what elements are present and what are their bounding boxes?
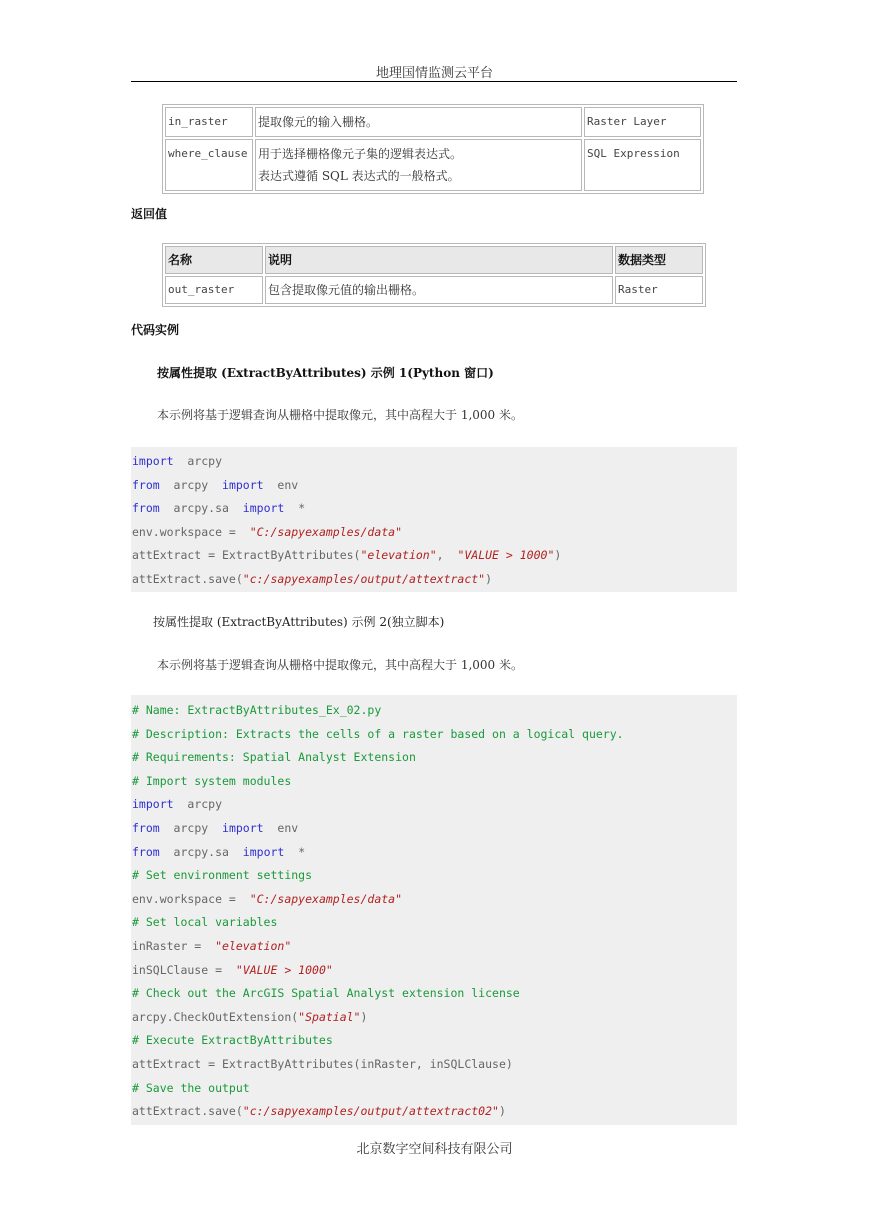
code-line: attExtract.save("c:/sapyexamples/output/attextract"): [132, 571, 493, 586]
param-name: where_clause: [165, 139, 253, 191]
code-line: attExtract = ExtractByAttributes("elevation", "VALUE > 1000"): [132, 548, 562, 563]
header-divider: [131, 81, 737, 82]
code-comment-line: # Name: ExtractByAttributes_Ex_02.py: [132, 703, 382, 717]
code-line: from arcpy.sa import *: [132, 501, 306, 516]
code-comment-line: # Import system modules: [132, 773, 292, 788]
param-type: Raster Layer: [584, 107, 701, 137]
param-name: in_raster: [165, 107, 253, 137]
code-comment-line: # Check out the ArcGIS Spatial Analyst extension license: [132, 986, 520, 1001]
code-line: attExtract.save("c:/sapyexamples/output/attextract02"): [132, 1104, 506, 1119]
code-line: env.workspace = "C:/sapyexamples/data": [132, 524, 403, 539]
code-line: import arcpy: [132, 797, 223, 812]
code-comment-line: # Set local variables: [132, 915, 278, 930]
table-row: [165, 139, 701, 191]
param-description-line: 提取像元的输入栅格。: [258, 115, 379, 129]
table-header-row: [165, 246, 703, 274]
code-line: from arcpy import env: [132, 477, 299, 492]
code-line: from arcpy.sa import *: [132, 844, 306, 859]
param-description: [255, 107, 582, 137]
code-comment-line: # Execute ExtractByAttributes: [132, 1033, 333, 1048]
param-type: SQL Expression: [584, 139, 701, 191]
return-value-heading: 返回值: [131, 207, 168, 221]
column-header: 名称: [165, 246, 263, 274]
example-1-description: 本示例将基于逻辑查询从栅格中提取像元，其中高程大于 1,000 米。: [157, 408, 523, 422]
parameters-table: [162, 104, 704, 194]
code-line: env.workspace = "C:/sapyexamples/data": [132, 891, 403, 906]
code-line: inSQLClause = "VALUE > 1000": [132, 962, 333, 977]
example-2-description: 本示例将基于逻辑查询从栅格中提取像元，其中高程大于 1,000 米。: [157, 658, 523, 672]
code-comment-line: # Set environment settings: [132, 868, 313, 883]
example-2-title: 按属性提取 (ExtractByAttributes) 示例 2(独立脚本): [153, 615, 445, 629]
return-type: Raster: [615, 276, 703, 304]
code-line: inRaster = "elevation": [132, 938, 292, 953]
table-row: [165, 107, 701, 137]
code-examples-heading: 代码实例: [131, 323, 180, 337]
code-block-1: [131, 447, 737, 592]
return-table: [162, 243, 706, 307]
return-description: 包含提取像元值的输出栅格。: [265, 276, 613, 304]
code-line: from arcpy import env: [132, 820, 299, 835]
column-header: 数据类型: [615, 246, 703, 274]
code-line: arcpy.CheckOutExtension("Spatial"): [132, 1009, 368, 1024]
param-description-line: 用于选择栅格像元子集的逻辑表达式。: [258, 147, 463, 161]
table-row: [165, 276, 703, 304]
example-1-title: 按属性提取 (ExtractByAttributes) 示例 1(Python 窗口): [157, 366, 494, 380]
page-footer-company: 北京数字空间科技有限公司: [356, 1142, 513, 1157]
code-line: attExtract = ExtractByAttributes(inRaster, inSQLClause): [132, 1056, 513, 1071]
page-header-title: 地理国情监测云平台: [375, 66, 493, 81]
return-name: out_raster: [165, 276, 263, 304]
code-comment-line: # Description: Extracts the cells of a raster based on a logical query.: [132, 726, 624, 741]
code-comment-line: # Save the output: [132, 1080, 250, 1095]
param-description: [255, 139, 582, 191]
code-block-2: [131, 695, 737, 1125]
code-comment-line: # Requirements: Spatial Analyst Extension: [132, 750, 416, 765]
param-description-line: 表达式遵循 SQL 表达式的一般格式。: [258, 169, 460, 183]
column-header: 说明: [265, 246, 613, 274]
code-line: import arcpy: [132, 454, 223, 468]
